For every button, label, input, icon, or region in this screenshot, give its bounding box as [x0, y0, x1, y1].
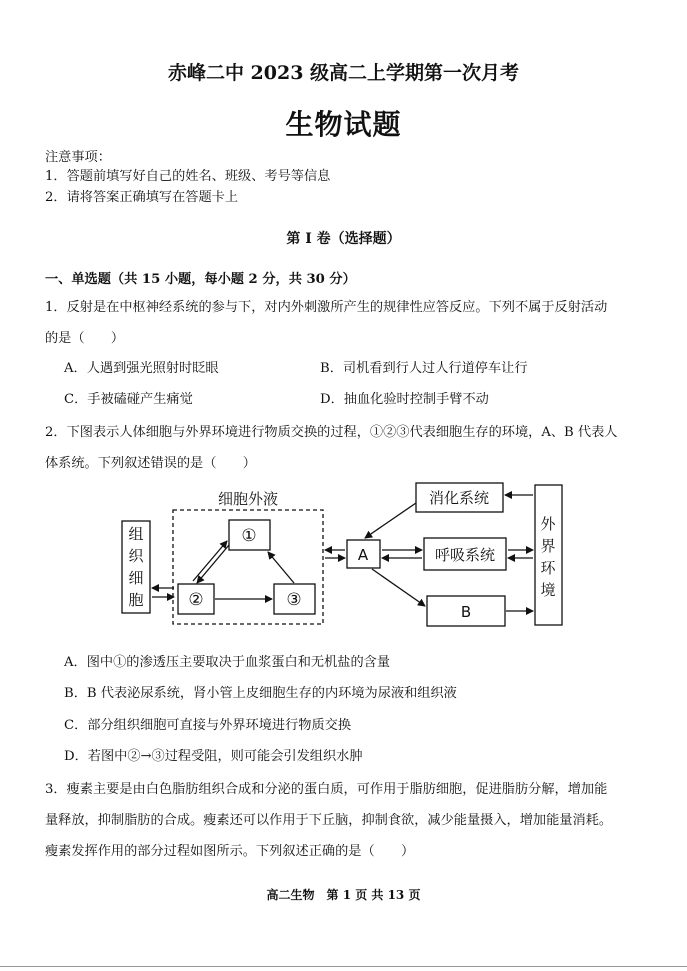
question-3-stem-line-1: 3．瘦素主要是由白色脂肪组织合成和分泌的蛋白质，可作用于脂肪细胞，促进脂肪分解，增加能: [45, 782, 608, 797]
node-b-label: B: [460, 603, 472, 621]
digestive-system-label: 消化系统: [428, 489, 490, 507]
tissue-cell-char: 织: [128, 547, 144, 565]
question-2-option-b: B．B 代表泌尿系统，肾小管上皮细胞生存的内环境为尿液和组织液: [64, 686, 457, 701]
tissue-cell-char: 组: [128, 525, 144, 543]
environment-char: 环: [540, 559, 556, 577]
question-1-option-b: B．司机看到行人过人行道停车让行: [320, 361, 528, 376]
question-1-option-c: C．手被磕碰产生痛觉: [64, 392, 193, 407]
volume-title: 第 I 卷（选择题）: [286, 231, 401, 247]
question-1-stem-line-2: 的是（ ）: [45, 331, 125, 346]
exam-title: 赤峰二中 2023 级高二上学期第一次月考: [167, 62, 520, 84]
extracellular-label: 细胞外液: [217, 490, 279, 508]
tissue-cell-char: 胞: [128, 591, 144, 609]
node-2-label: ②: [188, 590, 204, 610]
environment-char: 界: [540, 537, 556, 555]
external-environment-box: [535, 485, 562, 625]
bottom-divider: [0, 966, 687, 967]
subject-title: 生物试题: [285, 108, 402, 141]
question-1-option-d: D．抽血化验时控制手臂不动: [320, 392, 489, 407]
body-exchange-diagram: [0, 470, 687, 640]
question-1-stem-line-1: 1．反射是在中枢神经系统的参与下，对内外刺激所产生的规律性应答反应。下列不属于反射活动: [45, 300, 608, 315]
notice-item: 1．答题前填写好自己的姓名、班级、考号等信息: [45, 169, 331, 184]
node-1-label: ①: [241, 526, 257, 546]
question-3-stem-line-2: 量释放，抑制脂肪的合成。瘦素还可以作用于下丘脑，抑制食欲，减少能量摄入，增加能量消耗。: [45, 813, 613, 828]
question-2-stem-line-2: 体系统。下列叙述错误的是（ ）: [45, 456, 256, 471]
question-2-stem-line-1: 2．下图表示人体细胞与外界环境进行物质交换的过程，①②③代表细胞生存的环境，A、B 代表人: [45, 425, 618, 440]
part-title: 一、单选题（共 15 小题，每小题 2 分，共 30 分）: [45, 272, 356, 287]
page-footer: 高二生物 第 1 页 共 13 页: [266, 888, 421, 902]
tissue-cell-char: 细: [128, 569, 144, 587]
question-2-option-a: A．图中①的渗透压主要取决于血浆蛋白和无机盐的含量: [64, 655, 391, 670]
notice-heading: 注意事项：: [45, 150, 111, 165]
question-2-option-d: D．若图中②→③过程受阻，则可能会引发组织水肿: [64, 749, 363, 764]
node-3-label: ③: [286, 590, 302, 610]
respiratory-system-label: 呼吸系统: [434, 546, 496, 564]
question-2-option-c: C．部分组织细胞可直接与外界环境进行物质交换: [64, 718, 352, 733]
environment-char: 境: [540, 581, 556, 599]
notice-item: 2．请将答案正确填写在答题卡上: [45, 190, 239, 205]
question-3-stem-line-3: 瘦素发挥作用的部分过程如图所示。下列叙述正确的是（ ）: [45, 844, 415, 859]
environment-char: 外: [540, 515, 556, 533]
question-1-option-a: A．人遇到强光照射时眨眼: [64, 361, 219, 376]
node-a-label: A: [357, 546, 369, 564]
